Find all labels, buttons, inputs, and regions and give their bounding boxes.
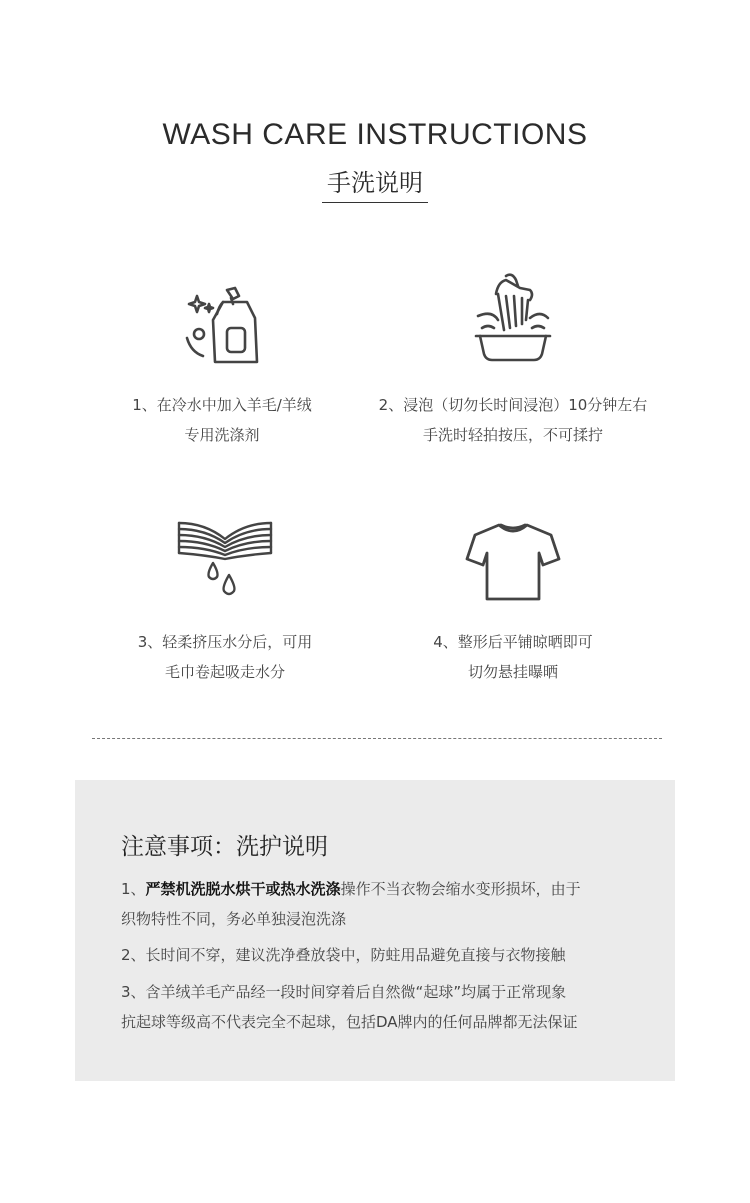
hand-wash-basin-icon [468,270,558,370]
note-item-1-cont: 织物特性不同，务必单独浸泡洗涤 [121,910,347,928]
step-2 [328,270,698,460]
step-3-line2: 毛巾卷起吸走水分 [164,663,285,681]
page-title-cn: 手洗说明 [327,169,423,197]
note-item-1-emphasis: 严禁机洗脱水烘干或热水洗涤 [145,880,341,898]
step-4-line2: 切勿悬挂曝晒 [467,663,558,681]
step-1-line1: 1、在冷水中加入羊毛/羊绒 [132,396,312,414]
care-notes-panel [75,780,675,1081]
step-4 [328,515,698,695]
title-underline [322,202,428,203]
note-item-2: 2、长时间不穿，建议洗净叠放袋中，防蛀用品避免直接与衣物接触 [121,946,566,964]
note-item-3-cont: 抗起球等级高不代表完全不起球，包括DA牌内的任何品牌都无法保证 [121,1013,578,1031]
detergent-bottle-icon [177,280,267,370]
step-4-line1: 4、整形后平铺晾晒即可 [433,633,593,651]
step-3-line1: 3、轻柔挤压水分后，可用 [137,633,313,651]
step-2-line2: 手洗时轻拍按压，不可揉拧 [422,426,603,444]
page-title-en: WASH CARE INSTRUCTIONS [162,118,588,151]
towel-drip-icon [175,515,275,605]
dashed-divider [92,738,662,739]
note-item-1-text: 操作不当衣物会缩水变形损坏，由于 [340,880,581,898]
note-item-3: 3、含羊绒羊毛产品经一段时间穿着后自然微“起球”均属于正常现象 [121,983,567,1001]
tshirt-icon [465,519,561,603]
step-2-line1: 2、浸泡（切勿长时间浸泡）10分钟左右 [378,396,648,414]
step-1-line2: 专用洗涤剂 [184,426,260,444]
notes-title: 注意事项：洗护说明 [121,834,328,860]
note-item-1 [121,878,581,899]
note-item-1-prefix: 1、 [121,880,146,898]
